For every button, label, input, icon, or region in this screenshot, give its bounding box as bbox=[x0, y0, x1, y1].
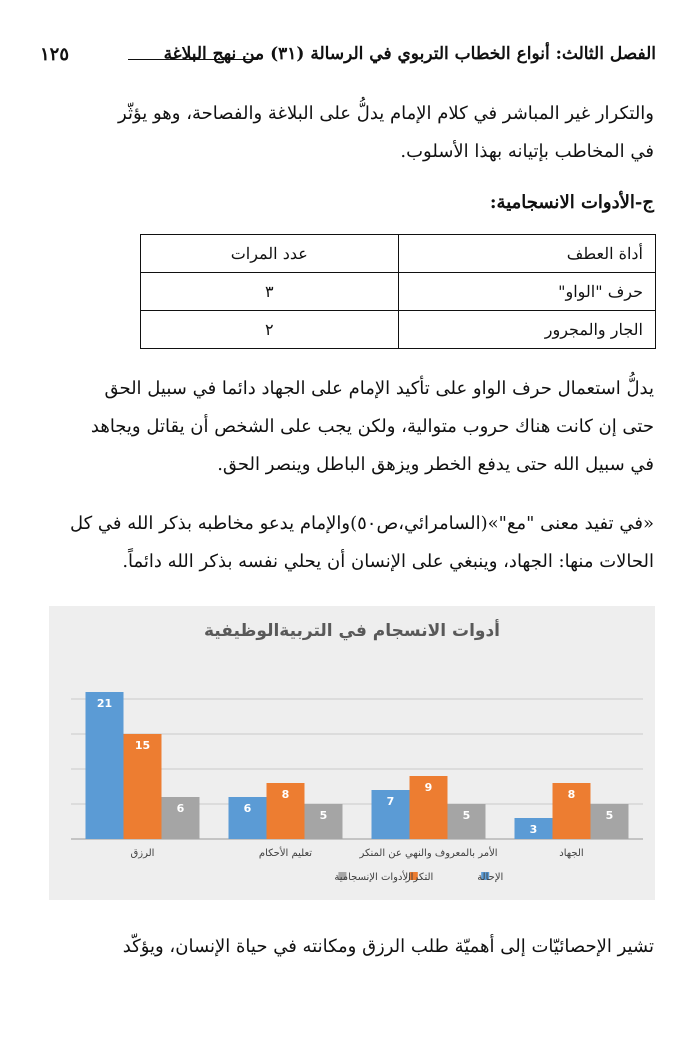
paragraph-line: في سبيل الله حتى يدفع الخطر ويزهق الباطل وينصر الحق. bbox=[217, 454, 654, 475]
section-heading: ج-الأدوات الانسجامية: bbox=[489, 192, 654, 213]
paragraph-line: حتى إن كانت هناك حروب متوالية، ولكن يجب على الشخص أن يقاتل ويجاهد bbox=[90, 416, 654, 437]
data-label: 21 bbox=[96, 697, 113, 710]
data-label: 15 bbox=[134, 739, 151, 752]
chapter-title: الفصل الثالث: أنواع الخطاب التربوي في الرسالة (٣١) من نهج البلاغة bbox=[163, 44, 656, 64]
table-cell: ٢ bbox=[141, 311, 399, 349]
table-cell: الجار والمجرور bbox=[398, 311, 656, 349]
paragraph-line: في المخاطب بإتيانه بهذا الأسلوب. bbox=[400, 141, 654, 162]
data-label: 8 bbox=[281, 788, 290, 801]
data-label: 6 bbox=[176, 802, 185, 815]
data-label: 8 bbox=[567, 788, 576, 801]
paragraph-line: الحالات منها: الجهاد، وينبغي على الإنسان أن يحلي نفسه بذكر الله دائماً. bbox=[122, 551, 654, 572]
data-label: 7 bbox=[386, 795, 395, 808]
category-label: تعليم الأحكام bbox=[258, 848, 313, 859]
paragraph-1 bbox=[46, 95, 654, 171]
table-row bbox=[141, 273, 656, 311]
data-label: 6 bbox=[243, 802, 252, 815]
chart-title: أدوات الانسجام في التربيةالوظيفية bbox=[203, 621, 501, 641]
paragraph-2 bbox=[46, 370, 654, 484]
category-label: الأمر بالمعروف والنهي عن المنكر bbox=[359, 848, 498, 859]
table-row bbox=[141, 311, 656, 349]
legend-label: الأدوات الإنسجامية bbox=[334, 872, 411, 883]
data-label: 9 bbox=[424, 781, 433, 794]
table-cell: ٣ bbox=[141, 273, 399, 311]
table-header-row bbox=[141, 235, 656, 273]
conjunction-table bbox=[140, 234, 656, 349]
paragraph-line: يدلُّ استعمال حرف الواو على تأكيد الإمام على الجهاد دائما في سبيل الحق bbox=[104, 378, 654, 399]
category-label: الرزق bbox=[130, 848, 155, 859]
paragraph-line: والتكرار غير المباشر في كلام الإمام يدلُّ على البلاغة والفصاحة، وهو يؤثّر bbox=[118, 103, 654, 124]
table-header-cell: أداة العطف bbox=[398, 235, 656, 273]
bar bbox=[86, 692, 124, 839]
table-header-cell: عدد المرات bbox=[141, 235, 399, 273]
paragraph-line: تشير الإحصائيّات إلى أهميّة طلب الرزق ومكانته في حياة الإنسان، ويؤكّد bbox=[122, 936, 654, 957]
legend-label: الإحالة bbox=[477, 872, 504, 883]
table-cell: حرف "الواو" bbox=[398, 273, 656, 311]
running-header bbox=[40, 44, 656, 70]
data-label: 3 bbox=[529, 823, 538, 836]
paragraph-3 bbox=[46, 505, 654, 581]
page-number: ١٢٥ bbox=[40, 44, 70, 65]
paragraph-4 bbox=[46, 928, 654, 966]
category-label: الجهاد bbox=[559, 848, 584, 859]
data-label: 5 bbox=[319, 809, 328, 822]
chart-canvas bbox=[49, 606, 655, 900]
legend-label: التكرار bbox=[405, 872, 434, 883]
paragraph-line: «في تفيد معنى "مع"»(السامرائي،ص٥٠)والإمام يدعو مخاطبه بذكر الله في كل bbox=[70, 513, 654, 534]
data-label: 5 bbox=[462, 809, 471, 822]
header-rule bbox=[128, 59, 258, 60]
data-label: 5 bbox=[605, 809, 614, 822]
bar-chart bbox=[49, 606, 655, 900]
